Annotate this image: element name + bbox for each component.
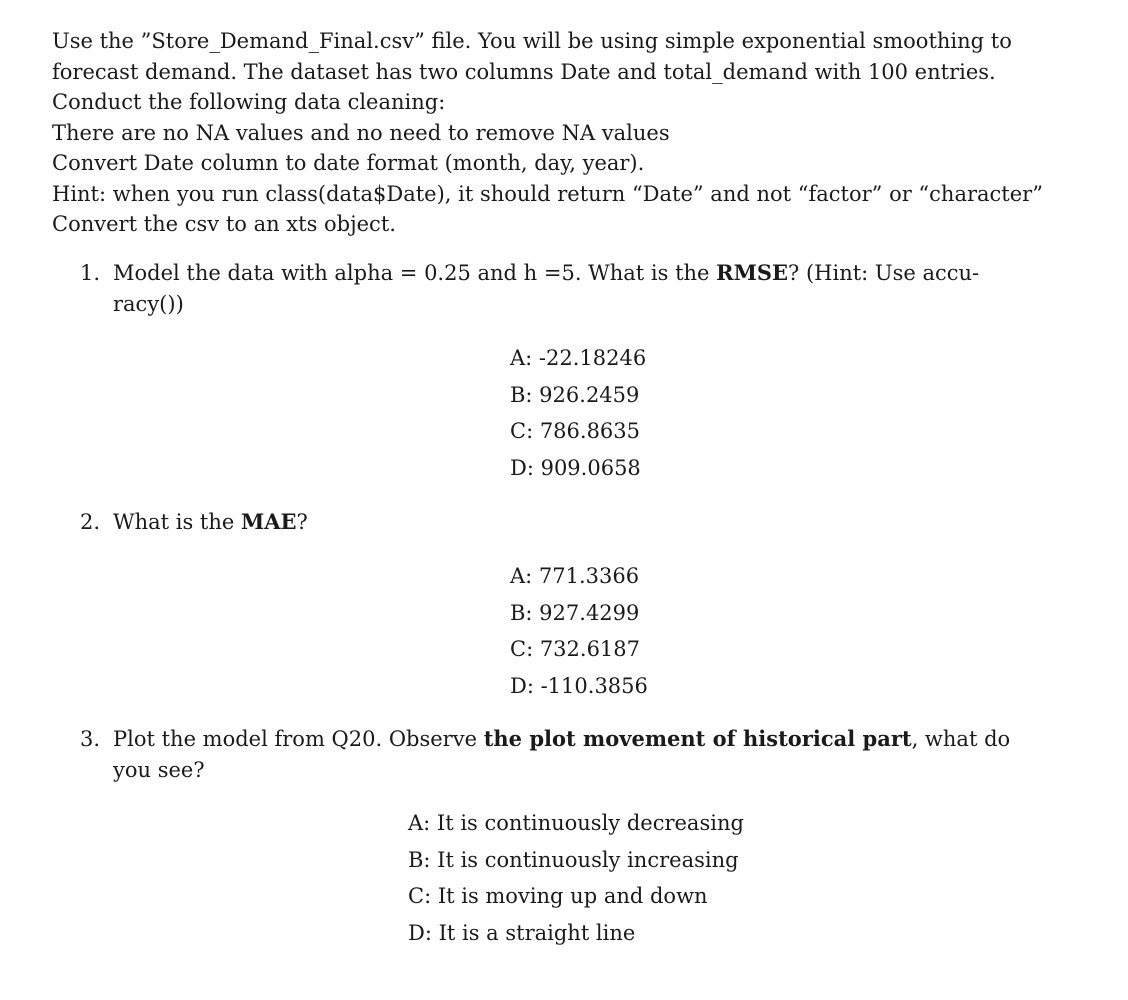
intro-line: There are no NA values and no need to remove NA values bbox=[52, 120, 670, 145]
intro-line: forecast demand. The dataset has two columns Date and total_demand with 100 entries. bbox=[52, 59, 996, 84]
question-number: 1. bbox=[80, 261, 101, 285]
question-bold-term: MAE bbox=[240, 509, 297, 534]
question-number: 2. bbox=[80, 510, 101, 534]
option-a[interactable]: A: It is continuously decreasing bbox=[408, 811, 744, 835]
question-text bbox=[113, 507, 1050, 538]
question-text-part: ? (Hint: Use accu- bbox=[788, 261, 980, 285]
question-text bbox=[113, 258, 1050, 319]
question-text-part: , what do bbox=[911, 727, 1011, 751]
intro-line: Hint: when you run class(data$Date), it should return “Date” and not “factor” or “character” bbox=[52, 181, 1043, 206]
question-text-part: What is the bbox=[113, 510, 241, 534]
question-2-options bbox=[510, 558, 648, 705]
question-2 bbox=[80, 507, 1050, 538]
question-text-part: ? bbox=[296, 510, 308, 534]
question-bold-term: RMSE bbox=[716, 260, 789, 285]
intro-line: Use the ”Store_Demand_Final.csv” file. You will be using simple exponential smoothing to bbox=[52, 29, 1012, 53]
option-a[interactable]: A: 771.3366 bbox=[510, 564, 640, 588]
question-1 bbox=[80, 258, 1050, 319]
option-a[interactable]: A: -22.18246 bbox=[510, 346, 647, 370]
intro-line: Convert Date column to date format (month, day, year). bbox=[52, 151, 645, 175]
question-3 bbox=[80, 724, 1050, 785]
option-c[interactable]: C: 786.8635 bbox=[510, 419, 641, 444]
option-b[interactable]: B: 927.4299 bbox=[510, 600, 640, 625]
intro-line: Conduct the following data cleaning: bbox=[52, 90, 446, 114]
question-text-continuation: you see? bbox=[113, 757, 205, 782]
question-number: 3. bbox=[80, 727, 101, 751]
question-text-part: Plot the model from Q20. Observe bbox=[113, 727, 484, 751]
question-3-options bbox=[408, 805, 744, 952]
intro-line: Convert the csv to an xts object. bbox=[52, 212, 396, 236]
question-bold-term: the plot movement of historical part bbox=[483, 726, 912, 751]
option-d[interactable]: D: 909.0658 bbox=[510, 456, 641, 481]
question-text-continuation: racy()) bbox=[113, 291, 184, 316]
question-1-options bbox=[510, 340, 646, 487]
option-b[interactable]: B: It is continuously increasing bbox=[408, 847, 739, 872]
intro-paragraph bbox=[52, 26, 1052, 240]
option-d[interactable]: D: It is a straight line bbox=[408, 921, 636, 946]
option-c[interactable]: C: 732.6187 bbox=[510, 637, 641, 662]
option-d[interactable]: D: -110.3856 bbox=[510, 674, 648, 699]
option-c[interactable]: C: It is moving up and down bbox=[408, 884, 708, 909]
option-b[interactable]: B: 926.2459 bbox=[510, 382, 640, 407]
question-text-part: Model the data with alpha = 0.25 and h =5. What is the bbox=[113, 261, 717, 285]
question-text bbox=[113, 724, 1050, 785]
